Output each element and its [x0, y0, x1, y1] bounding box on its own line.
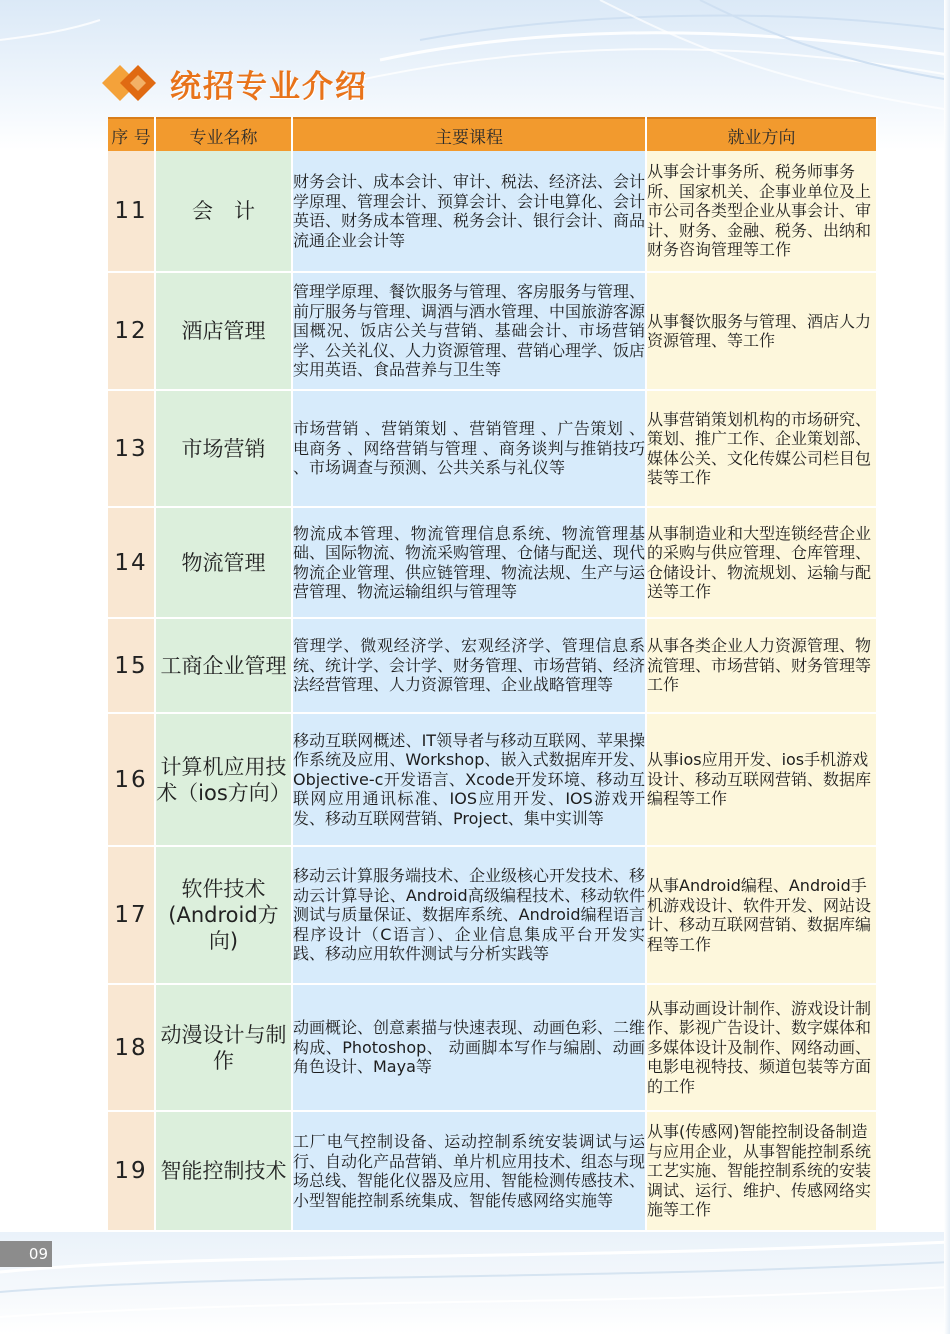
- major-courses: 管理学原理、餐饮服务与管理、客房服务与管理、前厅服务与管理、调酒与酒水管理、中国旅游客源国概况、饭店公关与营销、基础会计、市场营销学、公关礼仪、人力资源管理、营销心理学、饭店实用英语、食品营养与卫生等: [292, 272, 646, 390]
- row-number: 17: [108, 846, 155, 984]
- major-courses: 移动云计算服务端技术、企业级核心开发技术、移动云计算导论、Android高级编程技术、移动软件测试与质量保证、数据库系统、Android编程语言程序设计（C语言）、企业信息集成平台开发实践、移动应用软件测试与分析实践等: [292, 846, 646, 984]
- major-jobs: 从事Android编程、Android手机游戏设计、软件开发、网站设计、移动互联网营销、数据库编程等工作: [646, 846, 877, 984]
- major-name: 市场营销: [155, 390, 292, 507]
- major-name: 动漫设计与制作: [155, 984, 292, 1111]
- major-courses: 物流成本管理、物流管理信息系统、物流管理基础、国际物流、物流采购管理、仓储与配送、现代物流企业管理、供应链管理、物流法规、生产与运营管理、物流运输组织与管理等: [292, 507, 646, 618]
- header-courses: 主要课程: [292, 118, 646, 151]
- major-courses: 财务会计、成本会计、审计、税法、经济法、会计学原理、管理会计、预算会计、会计电算化、会计英语、财务成本管理、税务会计、银行会计、商品流通企业会计等: [292, 151, 646, 272]
- major-courses: 工厂电气控制设备、运动控制系统安装调试与运行、自动化产品营销、单片机应用技术、组态与现场总线、智能化仪器及应用、智能检测传感技术、小型智能控制系统集成、智能传感网络实施等: [292, 1111, 646, 1231]
- row-number: 13: [108, 390, 155, 507]
- page-edge-shadow: [944, 0, 950, 1334]
- major-name: 软件技术(Android方向): [155, 846, 292, 984]
- major-name: 会 计: [155, 151, 292, 272]
- footer-wave-lines: [0, 1232, 950, 1334]
- major-name: 智能控制技术: [155, 1111, 292, 1231]
- major-name: 物流管理: [155, 507, 292, 618]
- table-row: [108, 618, 877, 713]
- row-number: 11: [108, 151, 155, 272]
- major-courses: 管理学、微观经济学、宏观经济学、管理信息系统、统计学、会计学、财务管理、市场营销、经济法经营管理、人力资源管理、企业战略管理等: [292, 618, 646, 713]
- footer-decoration: [0, 1232, 950, 1334]
- row-number: 14: [108, 507, 155, 618]
- header-jobs: 就业方向: [646, 118, 877, 151]
- major-jobs: 从事各类企业人力资源管理、物流管理、市场营销、财务管理等工作: [646, 618, 877, 713]
- table-row: [108, 272, 877, 390]
- page-title: 统招专业介绍: [170, 68, 368, 105]
- major-courses: 动画概论、创意素描与快速表现、动画色彩、二维构成、Photoshop、 动画脚本写作与编剧、动画角色设计、Maya等: [292, 984, 646, 1111]
- major-name: 酒店管理: [155, 272, 292, 390]
- major-jobs: 从事营销策划机构的市场研究、策划、推广工作、企业策划部、媒体公关、文化传媒公司栏目包装等工作: [646, 390, 877, 507]
- table-row: [108, 507, 877, 618]
- table-row: [108, 1111, 877, 1231]
- row-number: 18: [108, 984, 155, 1111]
- major-jobs: 从事动画设计制作、游戏设计制作、影视广告设计、数字媒体和多媒体设计及制作、网络动画、电影电视特技、频道包装等方面的工作: [646, 984, 877, 1111]
- table-row: [108, 846, 877, 984]
- row-number: 12: [108, 272, 155, 390]
- double-chevron-diamond-icon: [100, 59, 164, 107]
- table-row: [108, 713, 877, 846]
- table-row: [108, 151, 877, 272]
- table-row: [108, 390, 877, 507]
- row-number: 16: [108, 713, 155, 846]
- major-jobs: 从事ios应用开发、ios手机游戏设计、移动互联网营销、数据库编程等工作: [646, 713, 877, 846]
- major-courses: 移动互联网概述、IT领导者与移动互联网、苹果操作系统及应用、Workshop、嵌入式数据库开发、Objective-c开发语言、Xcode开发环境、移动互联网应用通讯标准、IOS应用开发、IOS游戏开发、移动互联网营销、Project、集中实训等: [292, 713, 646, 846]
- major-jobs: 从事会计事务所、税务师事务所、国家机关、企事业单位及上市公司各类型企业从事会计、审计、财务、金融、税务、出纳和财务咨询管理等工作: [646, 151, 877, 272]
- header-name: 专业名称: [155, 118, 292, 151]
- page-number: 09: [0, 1241, 52, 1267]
- major-name: 工商企业管理: [155, 618, 292, 713]
- majors-table: [108, 117, 878, 1232]
- header-no: 序 号: [108, 118, 155, 151]
- row-number: 19: [108, 1111, 155, 1231]
- major-jobs: 从事餐饮服务与管理、酒店人力资源管理、等工作: [646, 272, 877, 390]
- row-number: 15: [108, 618, 155, 713]
- major-jobs: 从事(传感网)智能控制设备制造与应用企业，从事智能控制系统工艺实施、智能控制系统的安装调试、运行、维护、传感网络实施等工作: [646, 1111, 877, 1231]
- table-row: [108, 984, 877, 1111]
- page-title-row: [100, 58, 368, 108]
- major-jobs: 从事制造业和大型连锁经营企业的采购与供应管理、仓库管理、仓储设计、物流规划、运输与配送等工作: [646, 507, 877, 618]
- major-courses: 市场营销 、营销策划 、营销管理 、广告策划 、电商务 、网络营销与管理 、商务谈判与推销技巧 、市场调查与预测、公共关系与礼仪等: [292, 390, 646, 507]
- table-header-row: [108, 118, 877, 151]
- major-name: 计算机应用技术（ios方向）: [155, 713, 292, 846]
